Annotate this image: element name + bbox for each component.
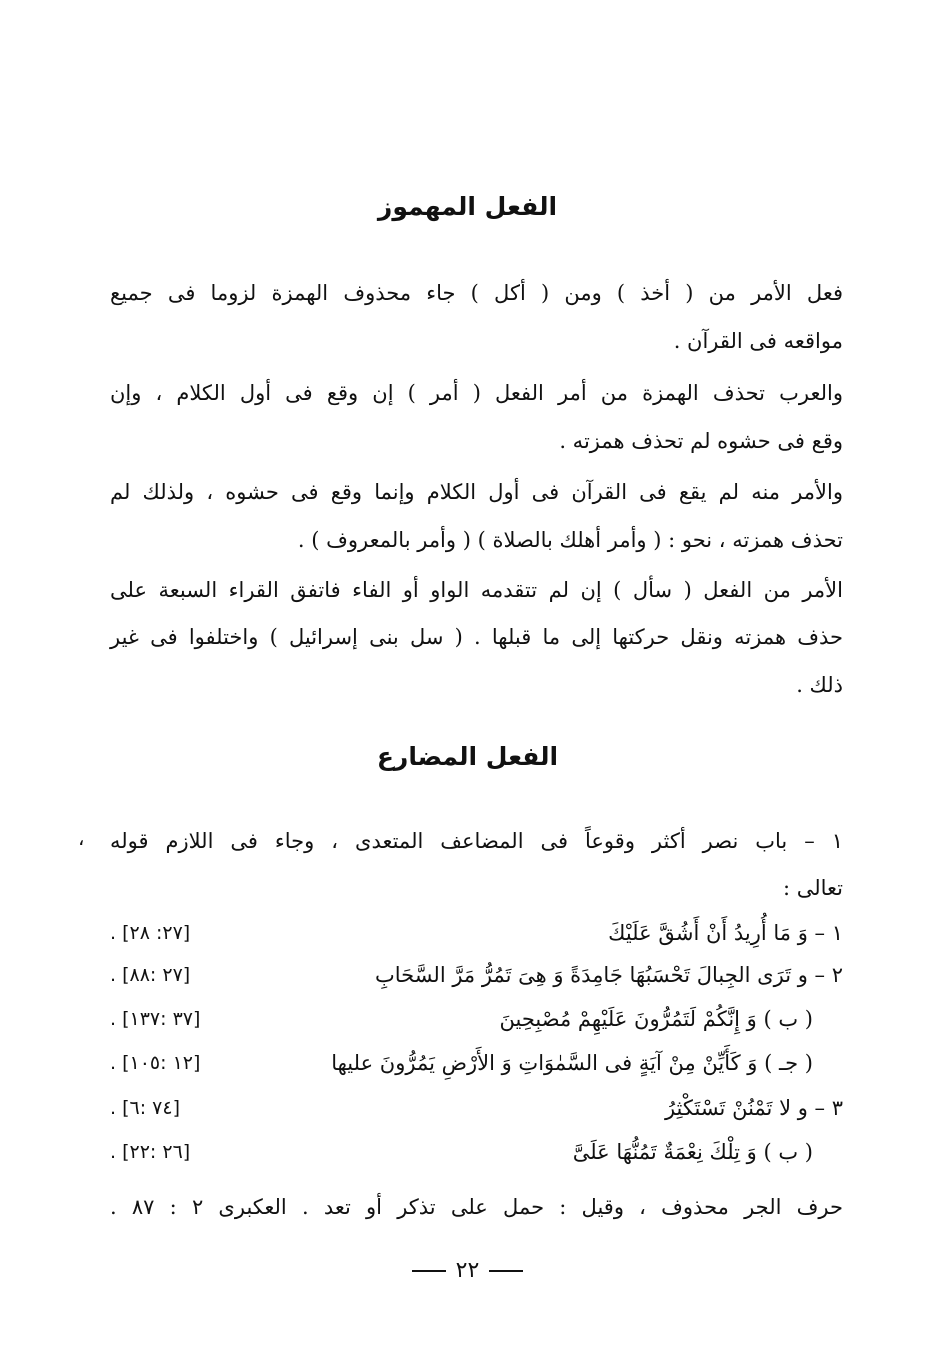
verse-reference: . [١٢ :١٠٥] (110, 1052, 201, 1074)
verse-text: ( جـ ) وَ كَأَيِّنْ مِنْ آيَةٍ فى السَّمٰوَاتِ وَ الأَرْضِ يَمُرُّونَ عليها (331, 1051, 813, 1075)
paragraph-line: ذلك . (796, 673, 843, 697)
paragraph-line: وقع فى حشوه لم تحذف همزته . (559, 429, 843, 453)
verse-reference: . [٢٧ :٨٨] (110, 964, 191, 986)
section-heading-present-verb: الفعل المضارع (376, 742, 559, 771)
verse-text: ١ – وَ مَا أُرِيدُ أَنْ أَشُقَّ عَلَيْكَ (608, 921, 843, 945)
verse-row (110, 916, 843, 950)
verse-row (110, 1046, 843, 1080)
verse-row (110, 958, 843, 992)
verse-text: ( ب ) وَ تِلْكَ نِعْمَةٌ تَمُنُّهَا عَلَىَّ (572, 1140, 813, 1164)
paragraph-line: والأمر منه لم يقع فى القرآن فى أول الكلام وإنما وقع فى حشوه ، ولذلك لم (110, 480, 843, 504)
paragraph-line: مواقعه فى القرآن . (673, 329, 843, 353)
paragraph-line: الأمر من الفعل ( سأل ) إن لم تتقدمه الواو أو الفاء فاتفق القراء السبعة على (110, 578, 843, 602)
intro-line: ١ – باب نصر أكثر وقوعاً فى المضاعف المتعدى ، وجاء فى اللازم قوله (110, 829, 843, 853)
verse-reference: . [٣٧ :١٣٧] (110, 1008, 201, 1030)
paragraph-line: تحذف همزته ، نحو : ( وأمر أهلك بالصلاة ) ( وأمر بالمعروف ) . (297, 528, 843, 552)
page-number-dash (412, 1270, 446, 1272)
page-number-value: ٢٢ (455, 1258, 480, 1283)
paragraph-line: حذف همزته ونقل حركتها إلى ما قبلها . ( سل بنى إسرائيل ) واختلفوا فى غير (110, 625, 843, 649)
verse-row (110, 1002, 843, 1036)
verse-text: ٣ – و لا تَمْنُنْ تَسْتَكْثِرُ (664, 1096, 843, 1120)
intro-line: تعالى : (782, 876, 843, 900)
verse-reference: . [٧٤ :٦] (110, 1097, 181, 1119)
verse-reference: . [٢٧: ٢٨] (110, 922, 191, 944)
footnote-line: حرف الجر محذوف ، وقيل : حمل على تذكر أو تعد . العكبرى ٢ : ٨٧ . (110, 1195, 843, 1219)
page-number-dash (489, 1270, 523, 1272)
section-heading-hamzated-verb: الفعل المهموز (377, 192, 558, 221)
verse-row (110, 1135, 843, 1169)
paragraph-line: فعل الأمر من ( أخذ ) ومن ( أكل ) جاء محذوف الهمزة لزوما فى جميع (110, 281, 843, 305)
paragraph-line: والعرب تحذف الهمزة من أمر الفعل ( أمر ) إن وقع فى أول الكلام ، وإن (110, 381, 843, 405)
verse-reference: . [٢٦ :٢٢] (110, 1141, 191, 1163)
verse-row (110, 1091, 843, 1125)
verse-text: ( ب ) وَ إِنَّكُمْ لَتَمُرُّونَ عَلَيْهِمْ مُصْبِحِينَ (499, 1007, 813, 1031)
margin-mark: ، (78, 826, 85, 850)
verse-text: ٢ – و تَرَى الجِبالَ تَحْسَبُهَا جَامِدَةً وَ هِىَ تَمُرُّ مَرَّ السَّحَابِ (374, 963, 843, 987)
page-number (0, 1258, 935, 1283)
